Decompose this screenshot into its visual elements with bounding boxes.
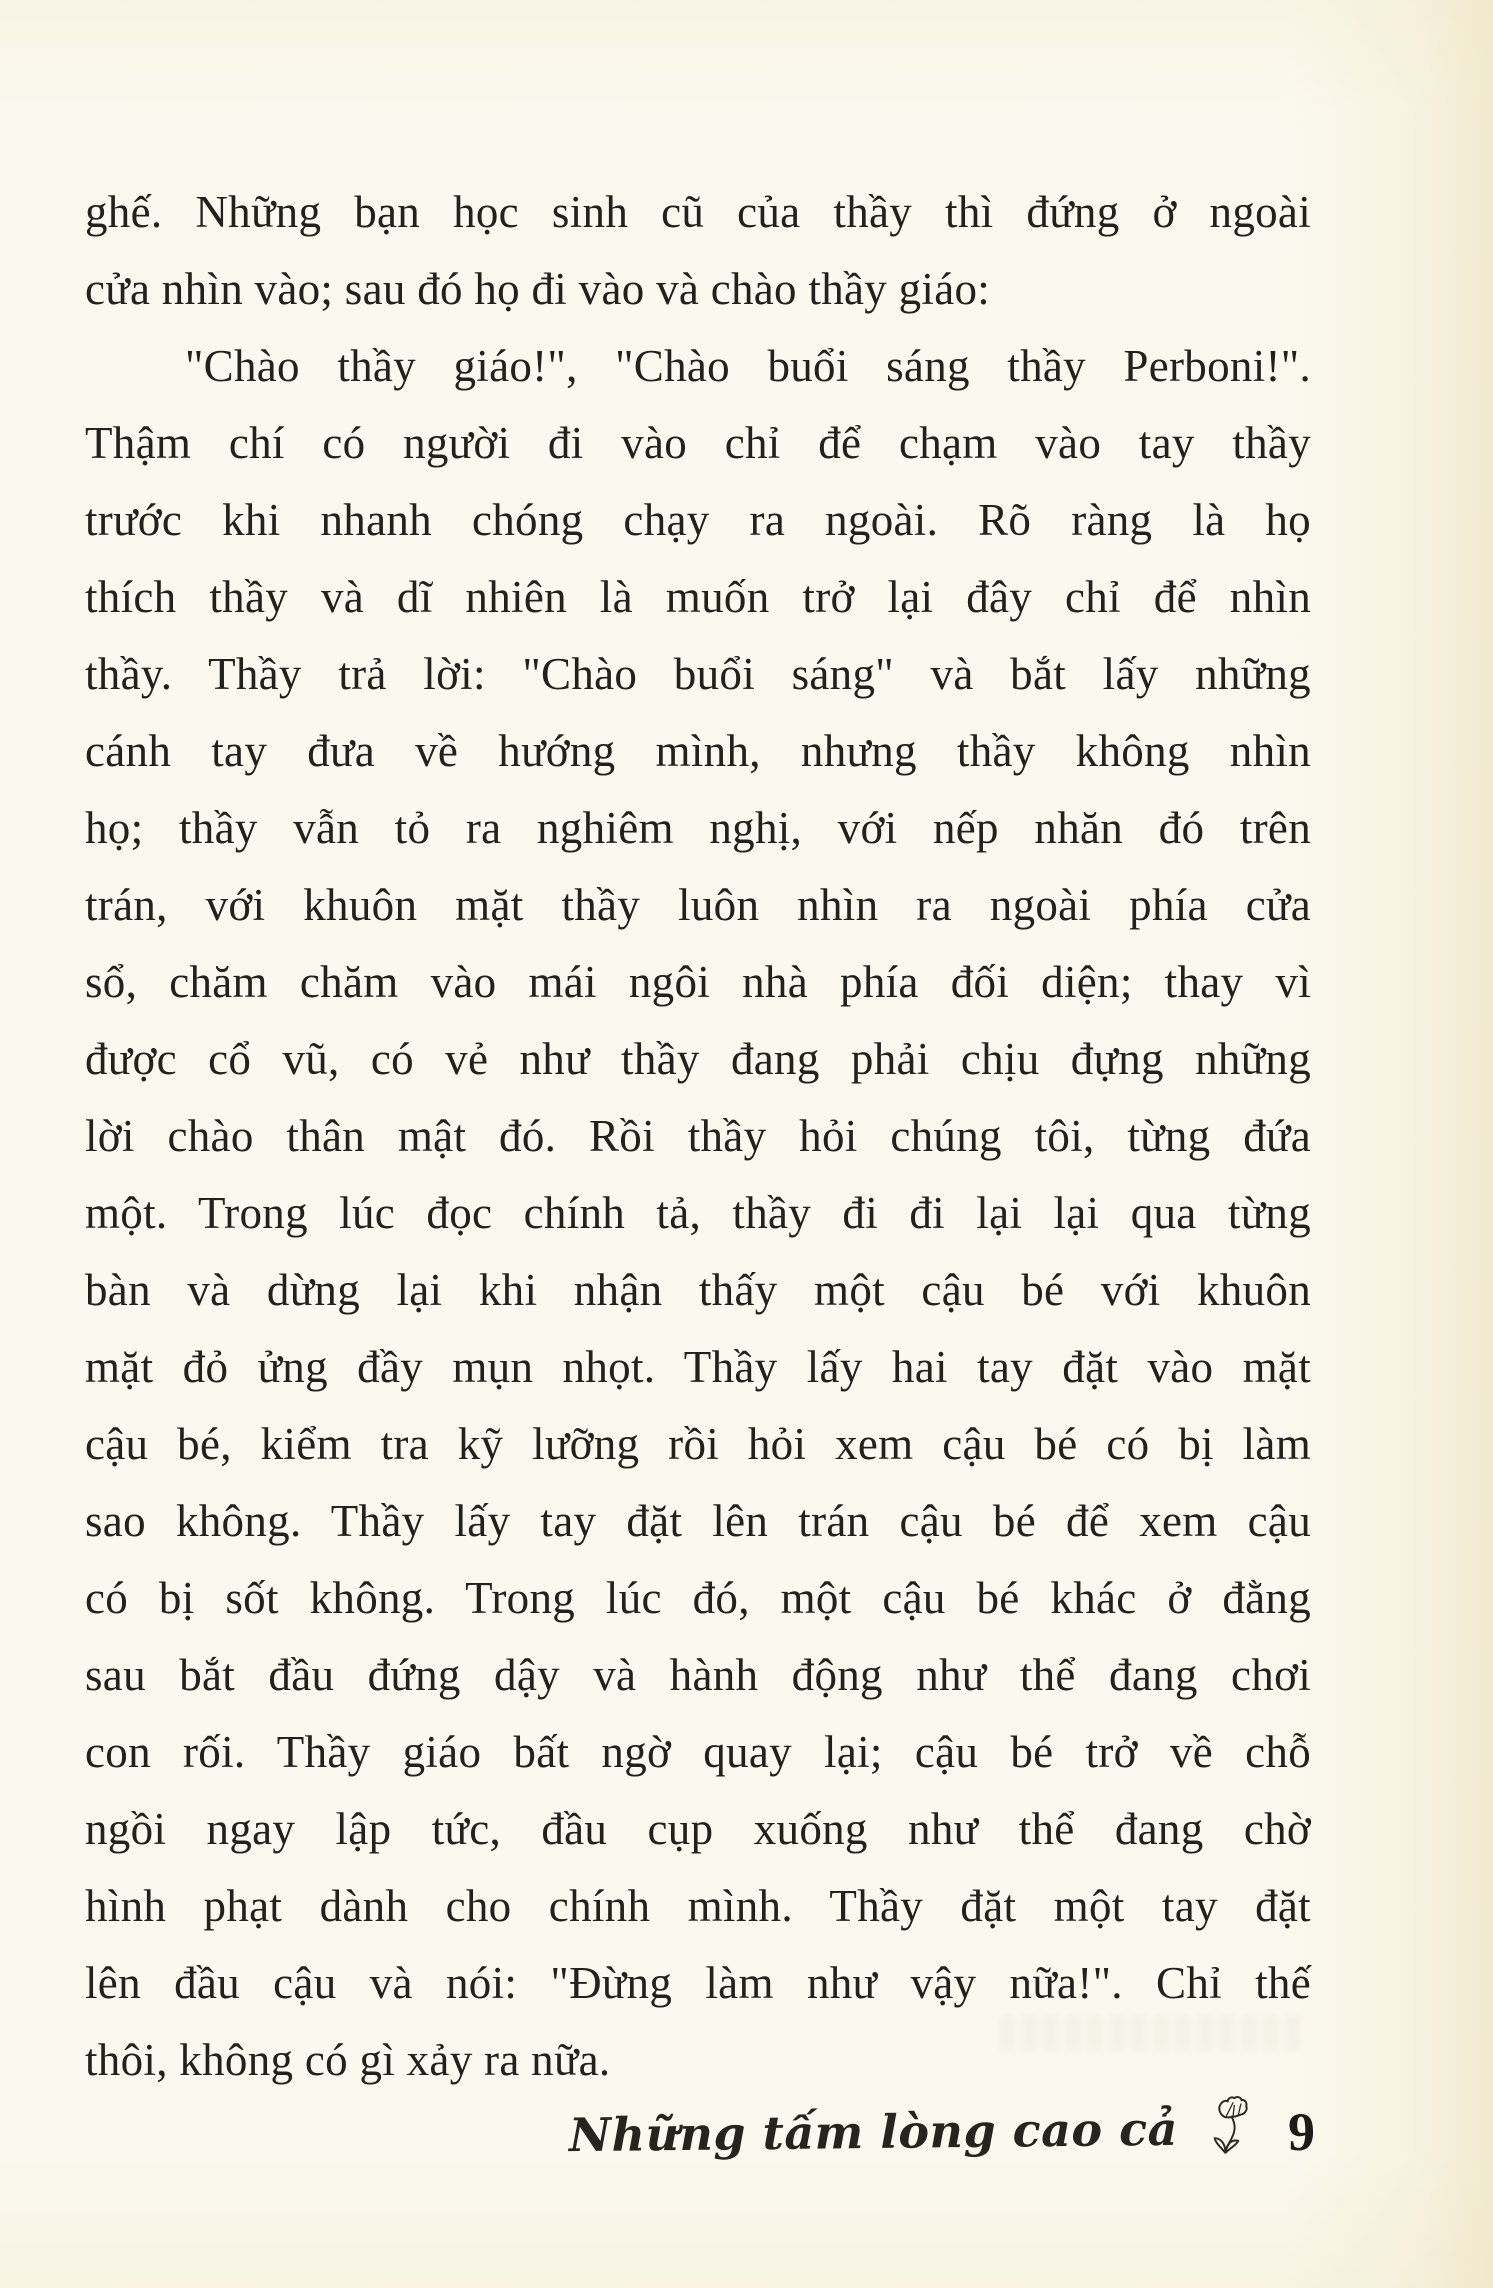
text-line: hình phạt dành cho chính mình. Thầy đặt một tay đặt (85, 1881, 1311, 1931)
page-number: 9 (1288, 2102, 1315, 2162)
flower-sprig-icon (1212, 2092, 1254, 2166)
text-block (85, 174, 1311, 2099)
text-line: sau bắt đầu đứng dậy và hành động như thể đang chơi (85, 1650, 1311, 1700)
text-line: cánh tay đưa về hướng mình, nhưng thầy không nhìn (85, 726, 1311, 776)
text-line: "Chào thầy giáo!", "Chào buổi sáng thầy Perboni!". (185, 341, 1311, 391)
text-line: sổ, chăm chăm vào mái ngôi nhà phía đối diện; thay vì (85, 957, 1311, 1007)
text-line: cửa nhìn vào; sau đó họ đi vào và chào thầy giáo: (85, 264, 991, 314)
text-line: lời chào thân mật đó. Rồi thầy hỏi chúng tôi, từng đứa (85, 1111, 1311, 1161)
text-line: một. Trong lúc đọc chính tả, thầy đi đi lại lại qua từng (85, 1188, 1311, 1238)
text-line: thầy. Thầy trả lời: "Chào buổi sáng" và bắt lấy những (85, 649, 1311, 699)
print-bleed-artifact (1000, 2015, 1300, 2051)
text-line: lên đầu cậu và nói: "Đừng làm như vậy nữa!". Chỉ thế (85, 1958, 1311, 2008)
text-line: trước khi nhanh chóng chạy ra ngoài. Rõ ràng là họ (85, 495, 1311, 545)
text-line: trán, với khuôn mặt thầy luôn nhìn ra ngoài phía cửa (85, 880, 1311, 930)
text-line: Thậm chí có người đi vào chỉ để chạm vào tay thầy (85, 418, 1311, 468)
text-line: sao không. Thầy lấy tay đặt lên trán cậu bé để xem cậu (85, 1496, 1311, 1546)
text-line: ghế. Những bạn học sinh cũ của thầy thì đứng ở ngoài (85, 187, 1311, 237)
text-line: ngồi ngay lập tức, đầu cụp xuống như thể đang chờ (85, 1804, 1311, 1854)
text-line: mặt đỏ ửng đầy mụn nhọt. Thầy lấy hai tay đặt vào mặt (85, 1342, 1311, 1392)
text-line: cậu bé, kiểm tra kỹ lưỡng rồi hỏi xem cậu bé có bị làm (85, 1419, 1311, 1469)
text-line: họ; thầy vẫn tỏ ra nghiêm nghị, với nếp nhăn đó trên (85, 803, 1311, 853)
text-line: bàn và dừng lại khi nhận thấy một cậu bé với khuôn (85, 1265, 1311, 1315)
page-footer (0, 2090, 1315, 2174)
footer-book-title: Những tấm lòng cao cả (568, 2101, 1179, 2163)
text-line: có bị sốt không. Trong lúc đó, một cậu bé khác ở đằng (85, 1573, 1311, 1623)
text-line: thích thầy và dĩ nhiên là muốn trở lại đây chỉ để nhìn (85, 572, 1311, 622)
text-line: con rối. Thầy giáo bất ngờ quay lại; cậu bé trở về chỗ (85, 1727, 1311, 1777)
text-line: được cổ vũ, có vẻ như thầy đang phải chịu đựng những (85, 1034, 1311, 1084)
text-line: thôi, không có gì xảy ra nữa. (85, 2035, 611, 2085)
